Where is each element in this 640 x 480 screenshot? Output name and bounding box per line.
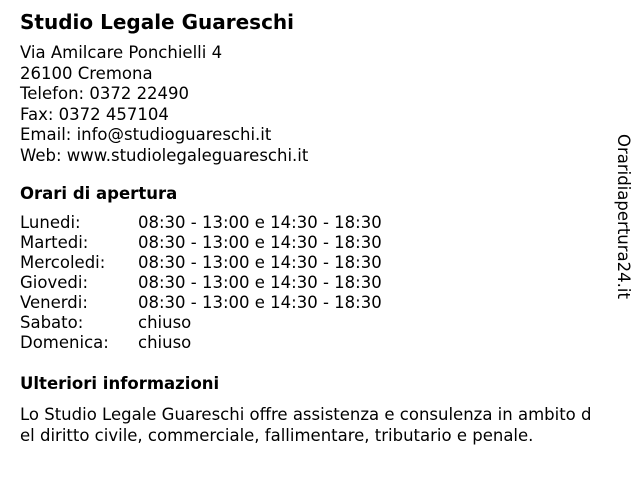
time-value: 08:30 - 13:00 e 14:30 - 18:30 (138, 253, 382, 272)
day-label: Lunedi: (20, 213, 81, 232)
day-label: Mercoledi: (20, 253, 106, 272)
fax-line: Fax: 0372 457104 (20, 104, 169, 124)
business-name: Studio Legale Guareschi (20, 10, 295, 34)
contact-block (20, 43, 308, 166)
further-info-text: Lo Studio Legale Guareschi offre assistenza e consulenza in ambito d el diritto civile, commerciale, fallimentare, tributario e penale. (20, 405, 592, 445)
time-value: 08:30 - 13:00 e 14:30 - 18:30 (138, 213, 382, 232)
day-label: Sabato: (20, 313, 84, 332)
time-value: 08:30 - 13:00 e 14:30 - 18:30 (138, 293, 382, 312)
address-line: Via Amilcare Ponchielli 4 (20, 43, 223, 62)
city-line: 26100 Cremona (20, 63, 153, 83)
time-value: chiuso (138, 333, 192, 352)
further-info-heading: Ulteriori informazioni (20, 374, 220, 393)
day-label: Venerdi: (20, 293, 88, 312)
day-label: Martedi: (20, 233, 89, 252)
day-label: Domenica: (20, 333, 109, 352)
time-value: chiuso (138, 313, 192, 332)
time-value: 08:30 - 13:00 e 14:30 - 18:30 (138, 233, 382, 252)
phone-line: Telefon: 0372 22490 (20, 84, 190, 103)
watermark (608, 134, 638, 314)
watermark-text: Oraridiapertura24.it (614, 134, 633, 299)
opening-hours-heading: Orari di apertura (20, 184, 178, 203)
day-label: Giovedi: (20, 273, 88, 292)
time-value: 08:30 - 13:00 e 14:30 - 18:30 (138, 273, 382, 292)
web-line: Web: www.studiolegaleguareschi.it (20, 145, 309, 165)
email-line: Email: info@studioguareschi.it (20, 125, 272, 144)
